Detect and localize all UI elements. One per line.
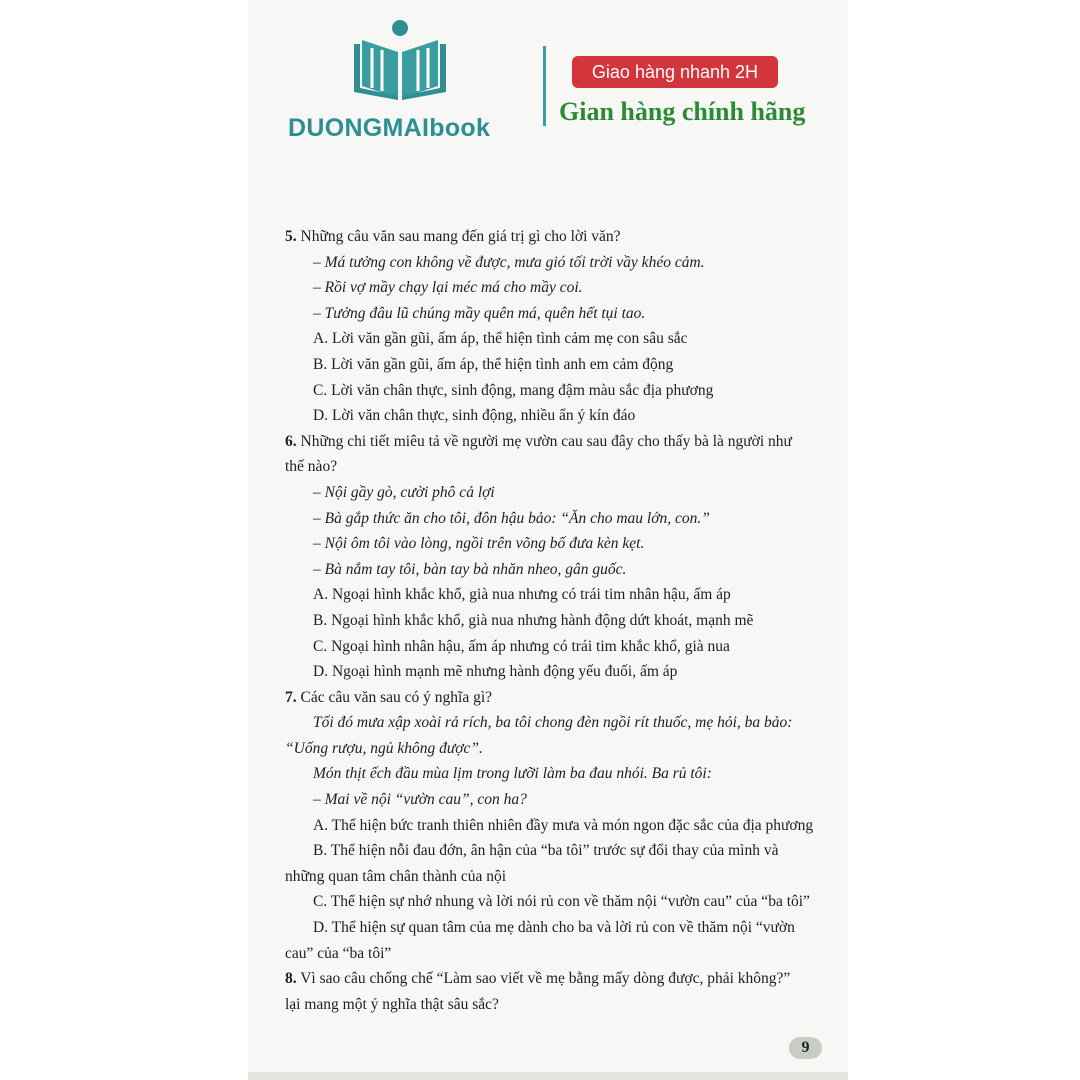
page-bottom-edge xyxy=(248,1072,848,1080)
question-prompt: Những câu văn sau mang đến giá trị gì cho lời văn? xyxy=(300,228,621,245)
question-prompt-continued: lại mang một ý nghĩa thật sâu sắc? xyxy=(285,995,499,1013)
question-6 xyxy=(285,429,830,455)
question-5 xyxy=(285,224,830,250)
answer-option: D. Ngoại hình mạnh mẽ nhưng hành động yếu đuối, ấm áp xyxy=(313,663,678,681)
passage-line: Tối đó mưa xập xoài rả rích, ba tôi chong đèn ngồi rít thuốc, mẹ hỏi, ba bảo: xyxy=(313,714,793,732)
answer-option: A. Ngoại hình khắc khổ, già nua nhưng có trái tim nhân hậu, ấm áp xyxy=(313,586,731,604)
passage-line: – Mai về nội “vườn cau”, con ha? xyxy=(313,791,527,809)
answer-option: B. Lời văn gần gũi, ấm áp, thể hiện tình anh em cảm động xyxy=(313,355,674,373)
header-divider xyxy=(543,46,546,126)
quote-line: – Bà nắm tay tôi, bàn tay bà nhăn nheo, gân guốc. xyxy=(313,560,627,578)
brand-logo-text: DUONGMAIbook xyxy=(288,114,491,142)
question-number: 7. xyxy=(285,688,297,706)
quote-line: – Nội gầy gò, cười phô cả lợi xyxy=(313,483,495,501)
quote-line: – Rồi vợ mầy chạy lại méc má cho mầy coi. xyxy=(313,279,583,297)
question-prompt: Những chi tiết miêu tả về người mẹ vườn cau sau đây cho thấy bà là người như xyxy=(300,432,792,450)
answer-option: D. Lời văn chân thực, sinh động, nhiều ẩn ý kín đáo xyxy=(313,407,636,425)
delivery-badge: Giao hàng nhanh 2H xyxy=(572,56,778,88)
answer-option-continued: cau” của “ba tôi” xyxy=(285,944,392,962)
answer-option: C. Ngoại hình nhân hậu, ấm áp nhưng có trái tim khắc khổ, già nua xyxy=(313,637,730,655)
question-prompt: Vì sao câu chống chế “Làm sao viết về mẹ bằng mấy dòng được, phải không?” xyxy=(300,970,791,988)
question-prompt: Các câu văn sau có ý nghĩa gì? xyxy=(300,688,493,706)
answer-option: D. Thể hiện sự quan tâm của mẹ dành cho ba và lời rủ con về thăm nội “vườn xyxy=(313,919,795,937)
answer-option-continued: những quan tâm chân thành của nội xyxy=(285,867,507,885)
answer-option: C. Lời văn chân thực, sinh động, mang đậm màu sắc địa phương xyxy=(313,381,714,399)
question-content xyxy=(285,224,830,1017)
answer-option: B. Thể hiện nỗi đau đớn, ân hận của “ba tôi” trước sự đổi thay của mình và xyxy=(313,842,779,860)
passage-line: “Uống rượu, ngủ không được”. xyxy=(285,739,483,757)
quote-line: – Tưởng đâu lũ chúng mầy quên má, quên hết tụi tao. xyxy=(313,304,646,322)
book-logo-icon xyxy=(352,18,448,100)
question-8 xyxy=(285,966,830,992)
question-number: 5. xyxy=(285,228,297,245)
quote-line: – Má tưởng con không về được, mưa gió tối trời vầy khéo cảm. xyxy=(313,253,705,271)
page-number-badge: 9 xyxy=(789,1037,822,1059)
question-prompt-continued: thế nào? xyxy=(285,458,338,476)
quote-line: – Nội ôm tôi vào lòng, ngồi trên võng bố đưa kèn kẹt. xyxy=(313,535,645,553)
official-store-label: Gian hàng chính hãng xyxy=(559,97,806,126)
store-header xyxy=(0,0,1080,160)
answer-option: A. Lời văn gần gũi, ấm áp, thể hiện tình cảm mẹ con sâu sắc xyxy=(313,330,688,348)
passage-line: Món thịt ếch đầu mùa lịm trong lưỡi làm ba đau nhói. Ba rủ tôi: xyxy=(313,765,712,783)
answer-option: C. Thể hiện sự nhớ nhung và lời nói rủ con về thăm nội “vườn cau” của “ba tôi” xyxy=(313,893,810,911)
question-number: 6. xyxy=(285,432,297,450)
answer-option: B. Ngoại hình khắc khổ, già nua nhưng hành động dứt khoát, mạnh mẽ xyxy=(313,611,754,629)
answer-option: A. Thể hiện bức tranh thiên nhiên đầy mưa và món ngon đặc sắc của địa phương xyxy=(313,816,814,834)
question-number: 8. xyxy=(285,970,297,988)
quote-line: – Bà gắp thức ăn cho tôi, đôn hậu bảo: “Ăn cho mau lớn, con.” xyxy=(313,509,710,527)
question-7 xyxy=(285,685,830,711)
